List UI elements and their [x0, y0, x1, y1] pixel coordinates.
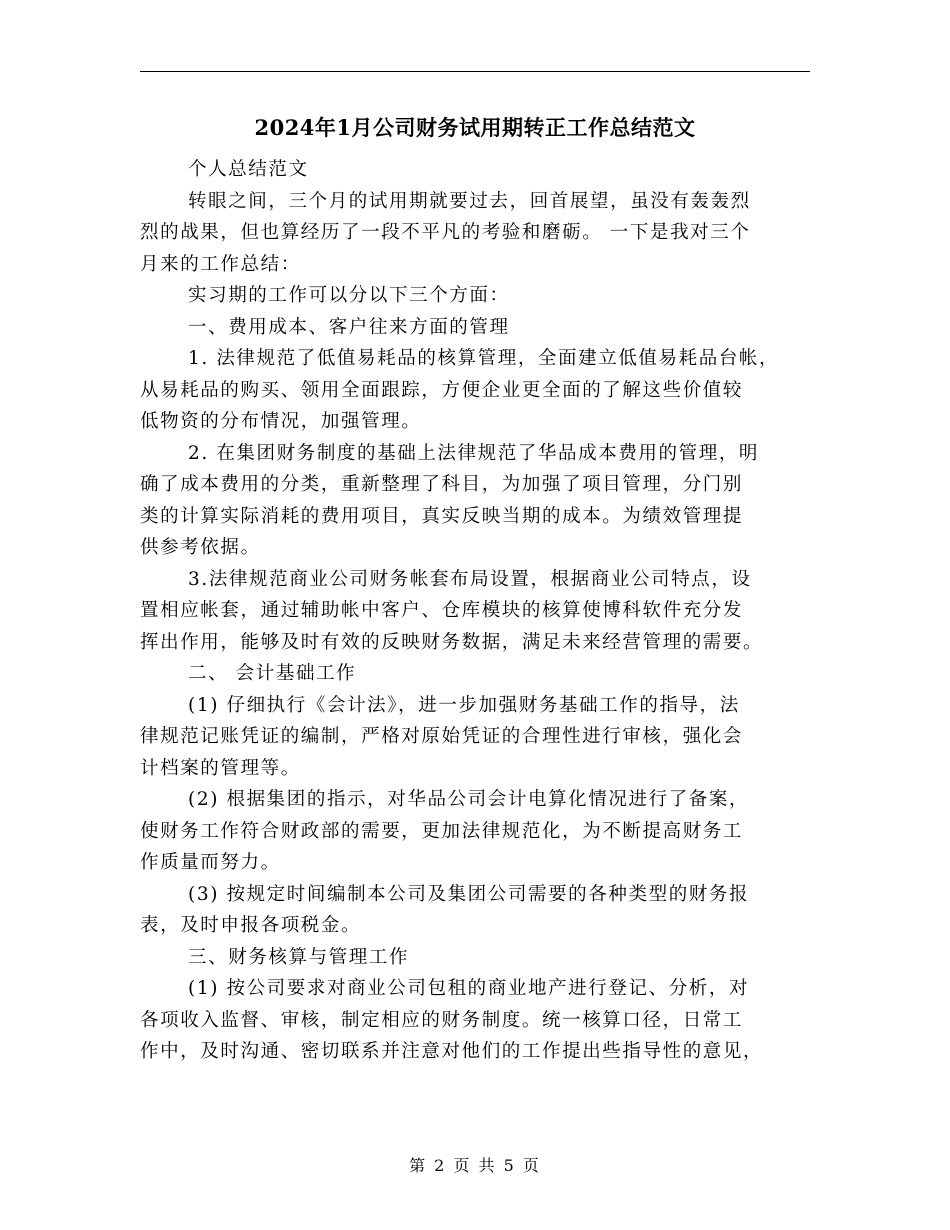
body-line: 低物资的分布情况，加强管理。: [140, 411, 422, 432]
body-line: 月来的工作总结：: [140, 253, 301, 275]
body-line: 确了成本费用的分类，重新整理了科目，为加强了项目管理，分门别: [140, 474, 744, 495]
body-line: 律规范记账凭证的编制，严格对原始凭证的合理性进行审核，强化会: [140, 726, 744, 747]
body-line: (1) 按公司要求对商业公司包租的商业地产进行登记、分析，对: [188, 978, 750, 999]
body-line: 实习期的工作可以分以下三个方面：: [188, 285, 510, 306]
body-line: 供参考依据。: [140, 537, 261, 558]
page-number-footer: 第 2 页 共 5 页: [409, 1156, 541, 1175]
body-line: 烈的战果，但也算经历了一段不平凡的考验和磨砺。 一下是我对三个: [140, 222, 751, 243]
body-line: 3.法律规范商业公司财务帐套布局设置，根据商业公司特点，设: [188, 568, 752, 590]
body-line: (1) 仔细执行《会计法》，进一步加强财务基础工作的指导，法: [188, 694, 740, 716]
body-line: 1. 法律规范了低值易耗品的核算管理，全面建立低值易耗品台帐，: [188, 348, 780, 369]
document-body: [140, 154, 810, 1068]
body-line: 各项收入监督、审核，制定相应的财务制度。统一核算口径，日常工: [140, 1009, 744, 1031]
body-line: 作中，及时沟通、密切联系并注意对他们的工作提出些指导性的意见，: [140, 1041, 764, 1062]
body-line: 转眼之间，三个月的试用期就要过去，回首展望，虽没有轰轰烈: [188, 190, 751, 212]
body-line: 个人总结范文: [188, 159, 309, 180]
body-line: 类的计算实际消耗的费用项目，真实反映当期的成本。为绩效管理提: [140, 505, 744, 527]
body-line: 三、财务核算与管理工作: [188, 946, 410, 968]
document-title: 2024年1月公司财务试用期转正工作总结范文: [254, 115, 696, 140]
body-line: 置相应帐套，通过辅助帐中客户、仓库模块的核算使博科软件充分发: [140, 600, 744, 621]
body-line: 表，及时申报各项税金。: [140, 915, 362, 936]
body-line: 一、费用成本、客户往来方面的管理: [188, 316, 510, 338]
body-line: 二、 会计基础工作: [188, 663, 357, 684]
body-line: 使财务工作符合财政部的需要，更加法律规范化，为不断提高财务工: [140, 820, 744, 842]
body-line: 挥出作用，能够及时有效的反映财务数据，满足未来经营管理的需要。: [140, 631, 764, 653]
body-line: 作质量而努力。: [140, 852, 281, 873]
body-line: (2) 根据集团的指示，对华品公司会计电算化情况进行了备案，: [188, 789, 750, 810]
body-line: 从易耗品的购买、领用全面跟踪，方便企业更全面的了解这些价值较: [140, 379, 744, 401]
body-line: 2. 在集团财务制度的基础上法律规范了华品成本费用的管理，明: [188, 442, 760, 464]
body-line: 计档案的管理等。: [140, 757, 301, 779]
body-line: (3) 按规定时间编制本公司及集团公司需要的各种类型的财务报: [188, 883, 750, 905]
header-rule: [140, 71, 810, 72]
